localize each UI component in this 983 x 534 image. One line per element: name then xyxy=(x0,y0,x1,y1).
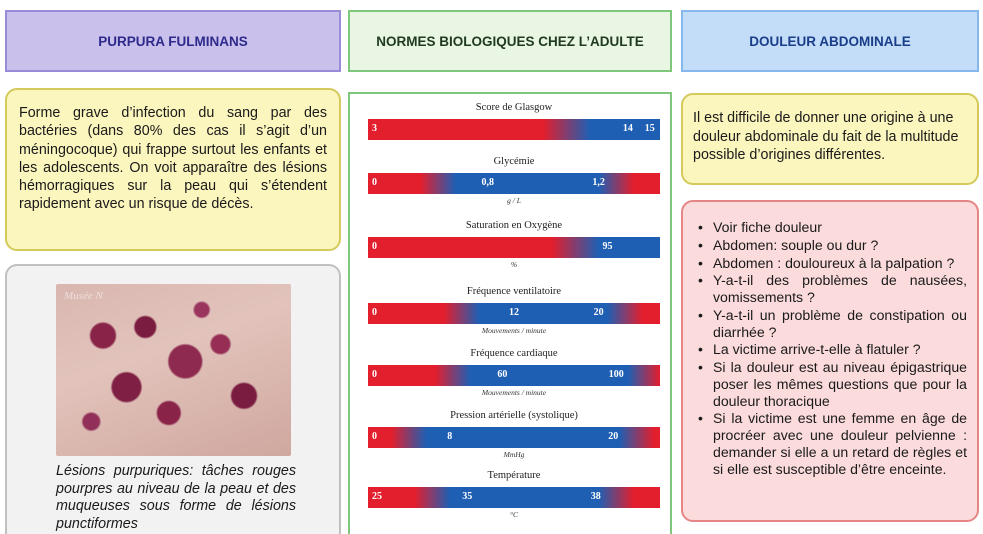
metric-unit: MmHg xyxy=(503,450,525,459)
metric-title: Température xyxy=(487,470,541,481)
metric-2 xyxy=(368,220,660,270)
metric-title: Fréquence ventilatoire xyxy=(466,286,562,297)
metric-bar xyxy=(368,487,660,508)
metric-tick-label: 20 xyxy=(608,431,619,442)
metric-unit: Mouvements / minute xyxy=(481,388,547,397)
douleur-intro-card xyxy=(681,93,979,185)
header-purpura-title: PURPURA FULMINANS xyxy=(98,33,248,49)
metric-6 xyxy=(368,470,660,520)
metric-3 xyxy=(368,286,660,336)
metric-0 xyxy=(368,102,660,152)
checklist-item: • La victime arrive-t-elle à flatuler ? xyxy=(713,341,967,358)
metric-tick-label: 0 xyxy=(372,307,377,318)
metric-tick-label: 100 xyxy=(608,369,624,380)
purpura-lesion-photo xyxy=(56,284,291,456)
metric-tick-label: 0,8 xyxy=(481,177,494,188)
metric-tick-label: 35 xyxy=(462,491,473,502)
metric-tick-label: 1,2 xyxy=(592,177,605,188)
metric-tick-label: 15 xyxy=(644,123,655,134)
metric-bar xyxy=(368,303,660,324)
normes-panel xyxy=(348,92,672,534)
metric-tick-label: 25 xyxy=(372,491,382,502)
douleur-intro: Il est difficile de donner une origine à une douleur abdominale du fait de la multitude possible d’origines différentes. xyxy=(693,110,959,164)
metric-tick-label: 8 xyxy=(447,431,453,442)
metric-bar xyxy=(368,119,660,140)
header-douleur xyxy=(681,10,979,72)
metric-title: Fréquence cardiaque xyxy=(470,348,558,359)
metric-tick-label: 60 xyxy=(497,369,508,380)
photo-caption: Lésions purpuriques: tâches rouges pourpres au niveau de la peau et des muqueuses sous forme de lésions punctiformes xyxy=(56,463,296,533)
metric-title: Pression artérielle (systolique) xyxy=(450,410,578,421)
metric-tick-label: 0 xyxy=(372,431,377,442)
metric-bar xyxy=(368,365,660,386)
metric-unit: % xyxy=(510,260,518,269)
douleur-checklist xyxy=(693,219,967,477)
douleur-checklist-card xyxy=(681,200,979,522)
metric-tick-label: 3 xyxy=(372,123,377,134)
metric-title: Score de Glasgow xyxy=(475,102,553,113)
metric-title: Saturation en Oxygène xyxy=(465,220,563,231)
purpura-description-card xyxy=(5,88,341,251)
purpura-photo-card xyxy=(5,264,341,534)
metric-tick-label: 0 xyxy=(372,177,377,188)
metric-tick-label: 0 xyxy=(372,369,377,380)
metric-tick-label: 20 xyxy=(593,307,604,318)
metric-tick-label: 12 xyxy=(509,307,519,318)
header-normes xyxy=(348,10,672,72)
checklist-item: • Abdomen: souple ou dur ? xyxy=(713,237,967,254)
metric-tick-label: 14 xyxy=(622,123,633,134)
metric-unit: g / L xyxy=(507,196,521,205)
checklist-item: • Si la victime est une femme en âge de procréer avec une douleur pelvienne : demander si elle a un retard de règles et si elle est susceptible d’être enceinte. xyxy=(713,410,967,477)
metric-5 xyxy=(368,410,660,460)
purpura-description: Forme grave d’infection du sang par des bactéries (dans 80% des cas il s’agit d’un méningocoque) qui frappe surtout les enfants et les adolescents. On voit apparaître des lésions hémorragiques sur la peau qui s’étendent rapidement avec un risque de décès. xyxy=(19,105,327,213)
checklist-item: • Voir fiche douleur xyxy=(713,219,967,236)
metric-title: Glycémie xyxy=(493,156,535,167)
metric-bar xyxy=(368,237,660,258)
metric-1 xyxy=(368,156,660,206)
metric-bar xyxy=(368,427,660,448)
checklist-item: • Abdomen : douloureux à la palpation ? xyxy=(713,255,967,272)
metric-tick-label: 95 xyxy=(602,241,613,252)
header-normes-title: NORMES BIOLOGIQUES CHEZ L’ADULTE xyxy=(376,33,644,49)
metric-unit: °C xyxy=(509,510,518,519)
metric-tick-label: 0 xyxy=(372,241,377,252)
checklist-item: • Y-a-t-il des problèmes de nausées, vomissements ? xyxy=(713,272,967,306)
metric-tick-label: 38 xyxy=(590,491,601,502)
header-douleur-title: DOULEUR ABDOMINALE xyxy=(749,33,911,49)
checklist-item: • Si la douleur est au niveau épigastrique poser les mêmes questions que pour la douleur thoracique xyxy=(713,359,967,409)
header-purpura xyxy=(5,10,341,72)
metric-bar xyxy=(368,173,660,194)
checklist-item: • Y-a-t-il un problème de constipation ou diarrhée ? xyxy=(713,307,967,341)
photo-watermark: Musée N xyxy=(64,290,103,302)
metric-unit: Mouvements / minute xyxy=(481,326,547,335)
metric-unit xyxy=(368,142,660,152)
metric-4 xyxy=(368,348,660,398)
